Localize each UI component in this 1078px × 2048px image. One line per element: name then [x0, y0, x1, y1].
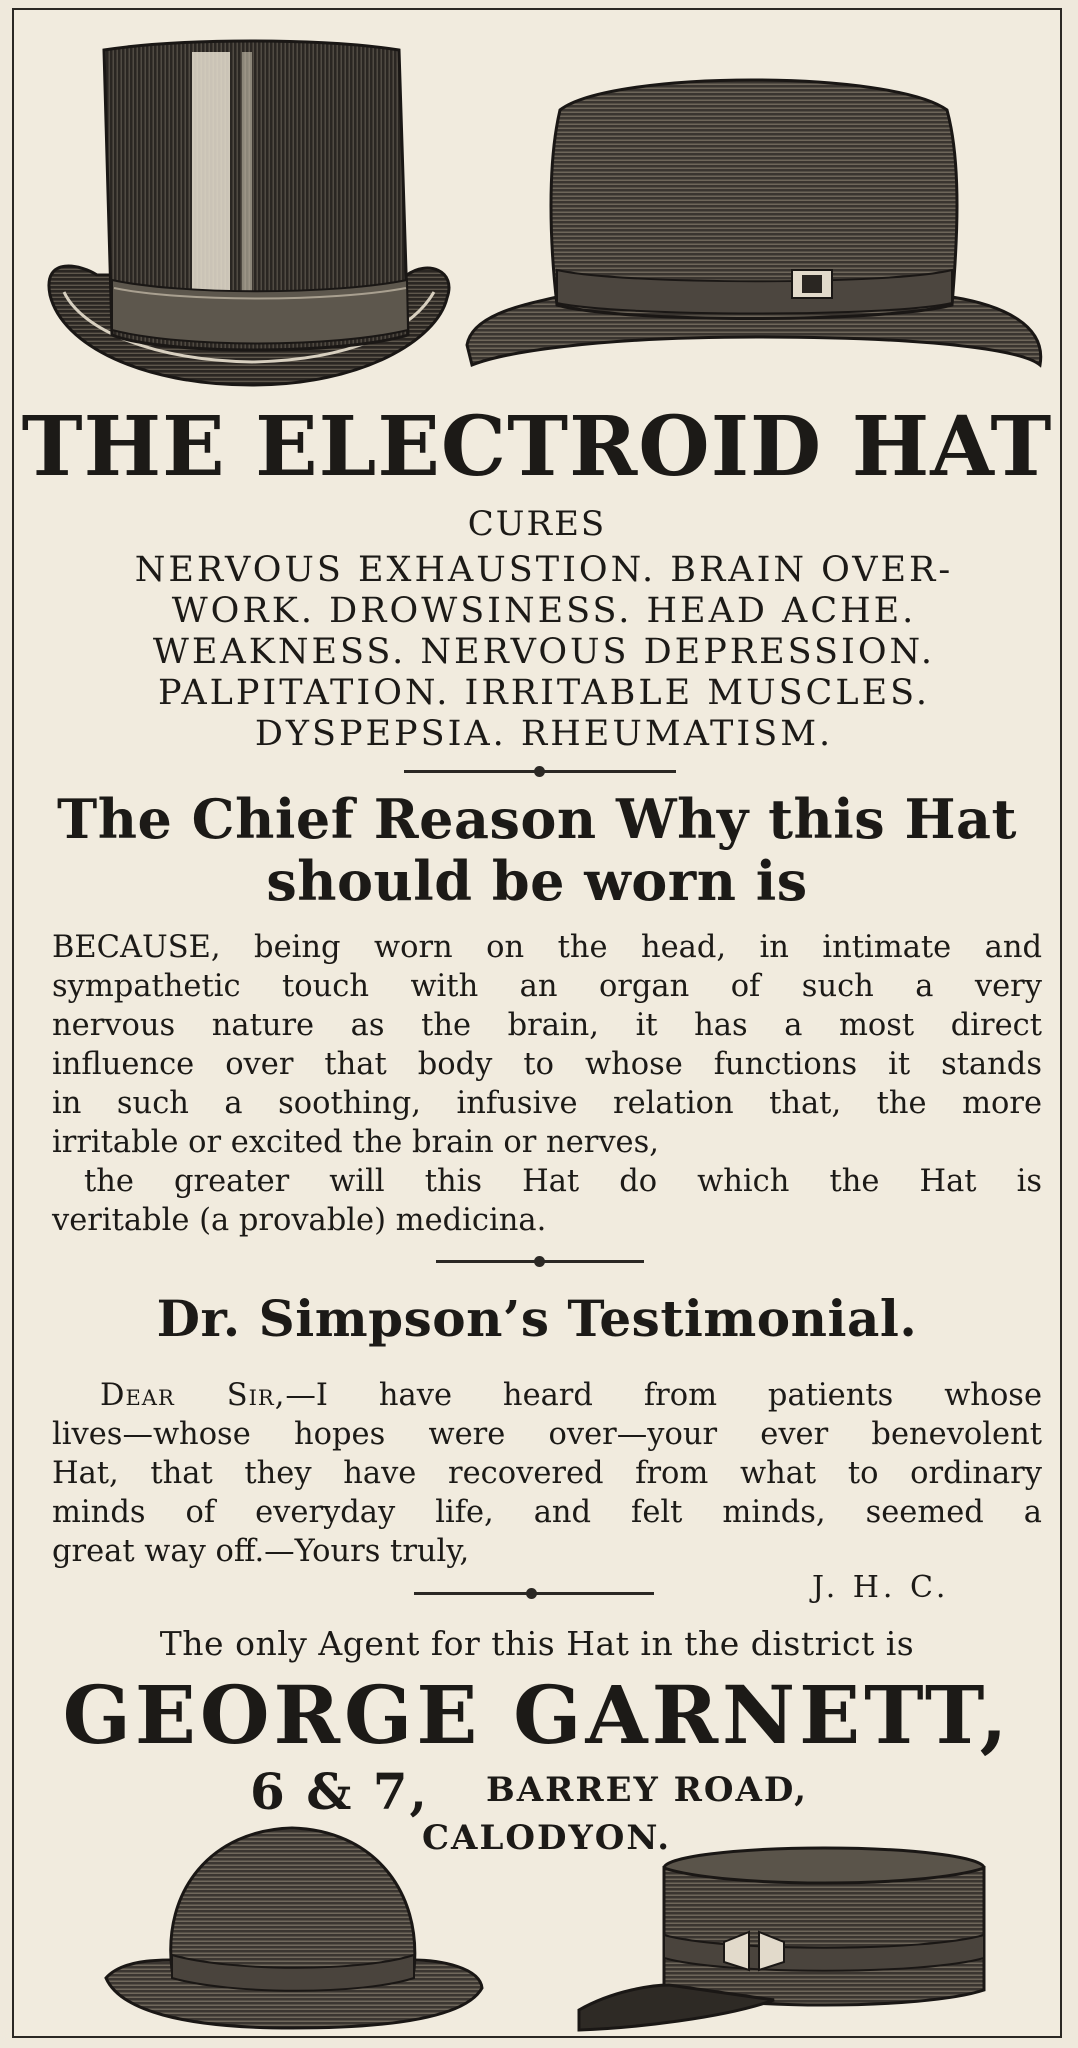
testimonial-heading: Dr. Simpson’s Testimonial. [156, 1289, 918, 1348]
reason-line: veritable (a provable) medicina. [52, 1203, 547, 1238]
top-hat-illustration [42, 30, 462, 405]
divider-rule [436, 1260, 644, 1263]
divider-rule [414, 1592, 654, 1595]
agent-line: The only Agent for this Hat in the district is [159, 1624, 915, 1663]
divider-rule [404, 770, 676, 773]
ailment-line: PALPITATION. IRRITABLE MUSCLES. [158, 673, 930, 713]
reason-heading-line: The Chief Reason Why this Hat [57, 787, 1017, 851]
address-town: CALODYON. [422, 1818, 672, 1858]
address-number: 6 & 7, [250, 1762, 429, 1821]
ailment-line: NERVOUS EXHAUSTION. BRAIN OVER- [134, 550, 954, 590]
testimonial-line: —I have heard from patients whose [285, 1378, 1043, 1413]
ailment-line: WEAKNESS. NERVOUS DEPRESSION. [152, 632, 936, 672]
pot-hat-illustration [462, 65, 1047, 385]
ailments-list [44, 550, 1044, 755]
advertisement [14, 10, 1060, 2036]
testimonial-line: Hat, that they have recovered from what to ordinary [52, 1456, 1042, 1491]
testimonial-paragraph [52, 1376, 1042, 1571]
cap-illustration [574, 1840, 994, 2035]
ailment-line: WORK. DROWSINESS. HEAD ACHE. [171, 591, 917, 631]
ad-title: THE ELECTROID HAT [21, 399, 1053, 495]
reason-line: sympathetic touch with an organ of such a very [52, 969, 1042, 1004]
reason-line: in such a soothing, infusive relation that, the more [52, 1086, 1042, 1121]
reason-line: irritable or excited the brain or nerves, [52, 1125, 659, 1160]
reason-line: nervous nature as the brain, it has a most direct [52, 1008, 1042, 1043]
reason-heading-line: should be worn is [266, 849, 808, 913]
testimonial-line: lives—whose hopes were over—your ever benevolent [52, 1417, 1042, 1452]
agent-name: GEORGE GARNETT, [62, 1668, 1012, 1762]
reason-line: the greater will this Hat do which the Hat is [84, 1164, 1042, 1199]
testimonial-line: great way off.—Yours truly, [52, 1534, 470, 1569]
cures-heading: CURES [467, 504, 607, 544]
reason-heading [14, 788, 1060, 912]
advertisement-page [12, 8, 1062, 2038]
testimonial-line: minds of everyday life, and felt minds, seemed a [52, 1495, 1042, 1530]
reason-line: BECAUSE, being worn on the head, in intimate and [52, 930, 1042, 965]
ailment-line: DYSPEPSIA. RHEUMATISM. [254, 714, 834, 754]
address-street: BARREY ROAD, [486, 1770, 809, 1810]
signature: J. H. C. [812, 1570, 950, 1605]
reason-paragraph [52, 928, 1042, 1240]
salutation: Dear Sir, [100, 1378, 286, 1413]
reason-line: influence over that body to whose functions it stands [52, 1047, 1042, 1082]
bowler-hat-illustration [102, 1810, 487, 2032]
